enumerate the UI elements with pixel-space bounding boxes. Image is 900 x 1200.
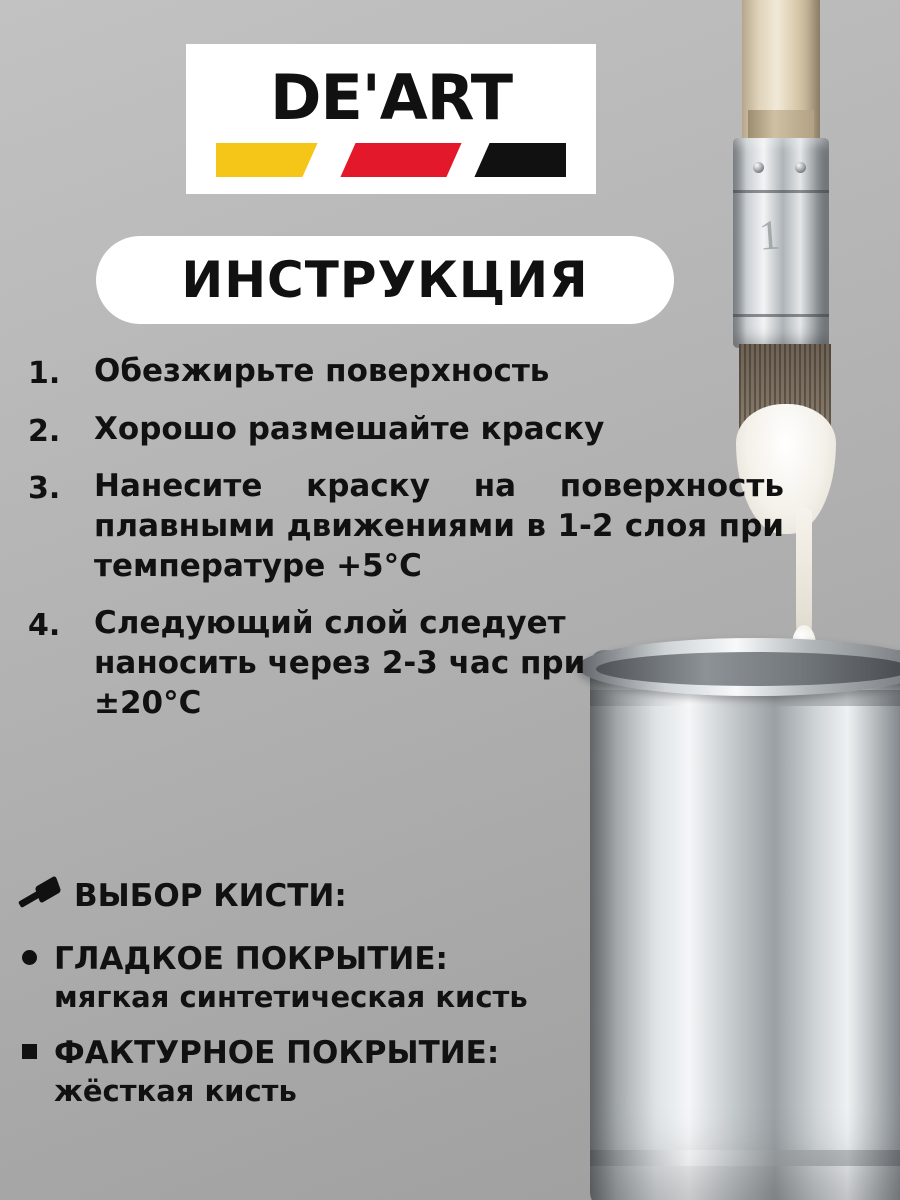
list-item xyxy=(18,604,808,723)
step-text: Следующий слой следует наносить через 2-3 час при ±20°C xyxy=(94,605,586,721)
page-title-text: ИНСТРУКЦИЯ xyxy=(181,251,589,309)
ferrule-seam xyxy=(733,190,829,193)
brush-choice-label: ВЫБОР КИСТИ: xyxy=(74,878,347,914)
brand-logo xyxy=(186,44,596,194)
list-item xyxy=(18,1034,678,1110)
list-item xyxy=(18,352,808,392)
step-number: 1. xyxy=(28,356,61,391)
coating-heading: ГЛАДКОЕ ПОКРЫТИЕ: xyxy=(54,941,448,977)
steps-list xyxy=(18,352,808,741)
logo-stripe-yellow xyxy=(216,143,318,177)
step-text: Хорошо размешайте краску xyxy=(94,410,605,447)
ferrule-seam xyxy=(733,314,829,317)
coatings-list xyxy=(18,940,678,1129)
page-title xyxy=(96,236,674,324)
coating-detail: жёсткая кисть xyxy=(54,1074,297,1109)
list-item xyxy=(18,410,808,450)
brand-logo-text: DE'ART xyxy=(269,61,513,134)
coating-detail: мягкая синтетическая кисть xyxy=(54,979,528,1014)
ferrule-emboss-mark: 1 xyxy=(757,212,782,260)
step-number: 4. xyxy=(28,608,61,644)
bullet-circle-icon xyxy=(18,940,54,965)
coating-heading: ФАКТУРНОЕ ПОКРЫТИЕ: xyxy=(54,1035,500,1072)
brush-ferrule-photo xyxy=(733,138,829,348)
paint-brush-icon xyxy=(18,879,62,913)
brand-logo-stripes xyxy=(216,143,566,177)
step-text: Нанесите краску на поверхность плавными движениями в 1-2 слоя при температуре +5°C xyxy=(94,468,784,584)
brush-choice-heading xyxy=(18,878,347,914)
logo-stripe-red xyxy=(340,143,463,177)
step-text: Обезжирьте поверхность xyxy=(94,353,550,389)
ferrule-rivet-icon xyxy=(753,162,764,173)
list-item xyxy=(18,940,678,1016)
list-item xyxy=(18,467,808,586)
paint-can-band xyxy=(590,1150,900,1166)
step-number: 3. xyxy=(28,471,61,507)
brush-handle-photo xyxy=(742,0,820,150)
step-number: 2. xyxy=(28,413,61,449)
ferrule-rivet-icon xyxy=(795,162,806,173)
logo-stripe-black xyxy=(474,143,566,177)
bullet-square-icon xyxy=(18,1034,54,1059)
